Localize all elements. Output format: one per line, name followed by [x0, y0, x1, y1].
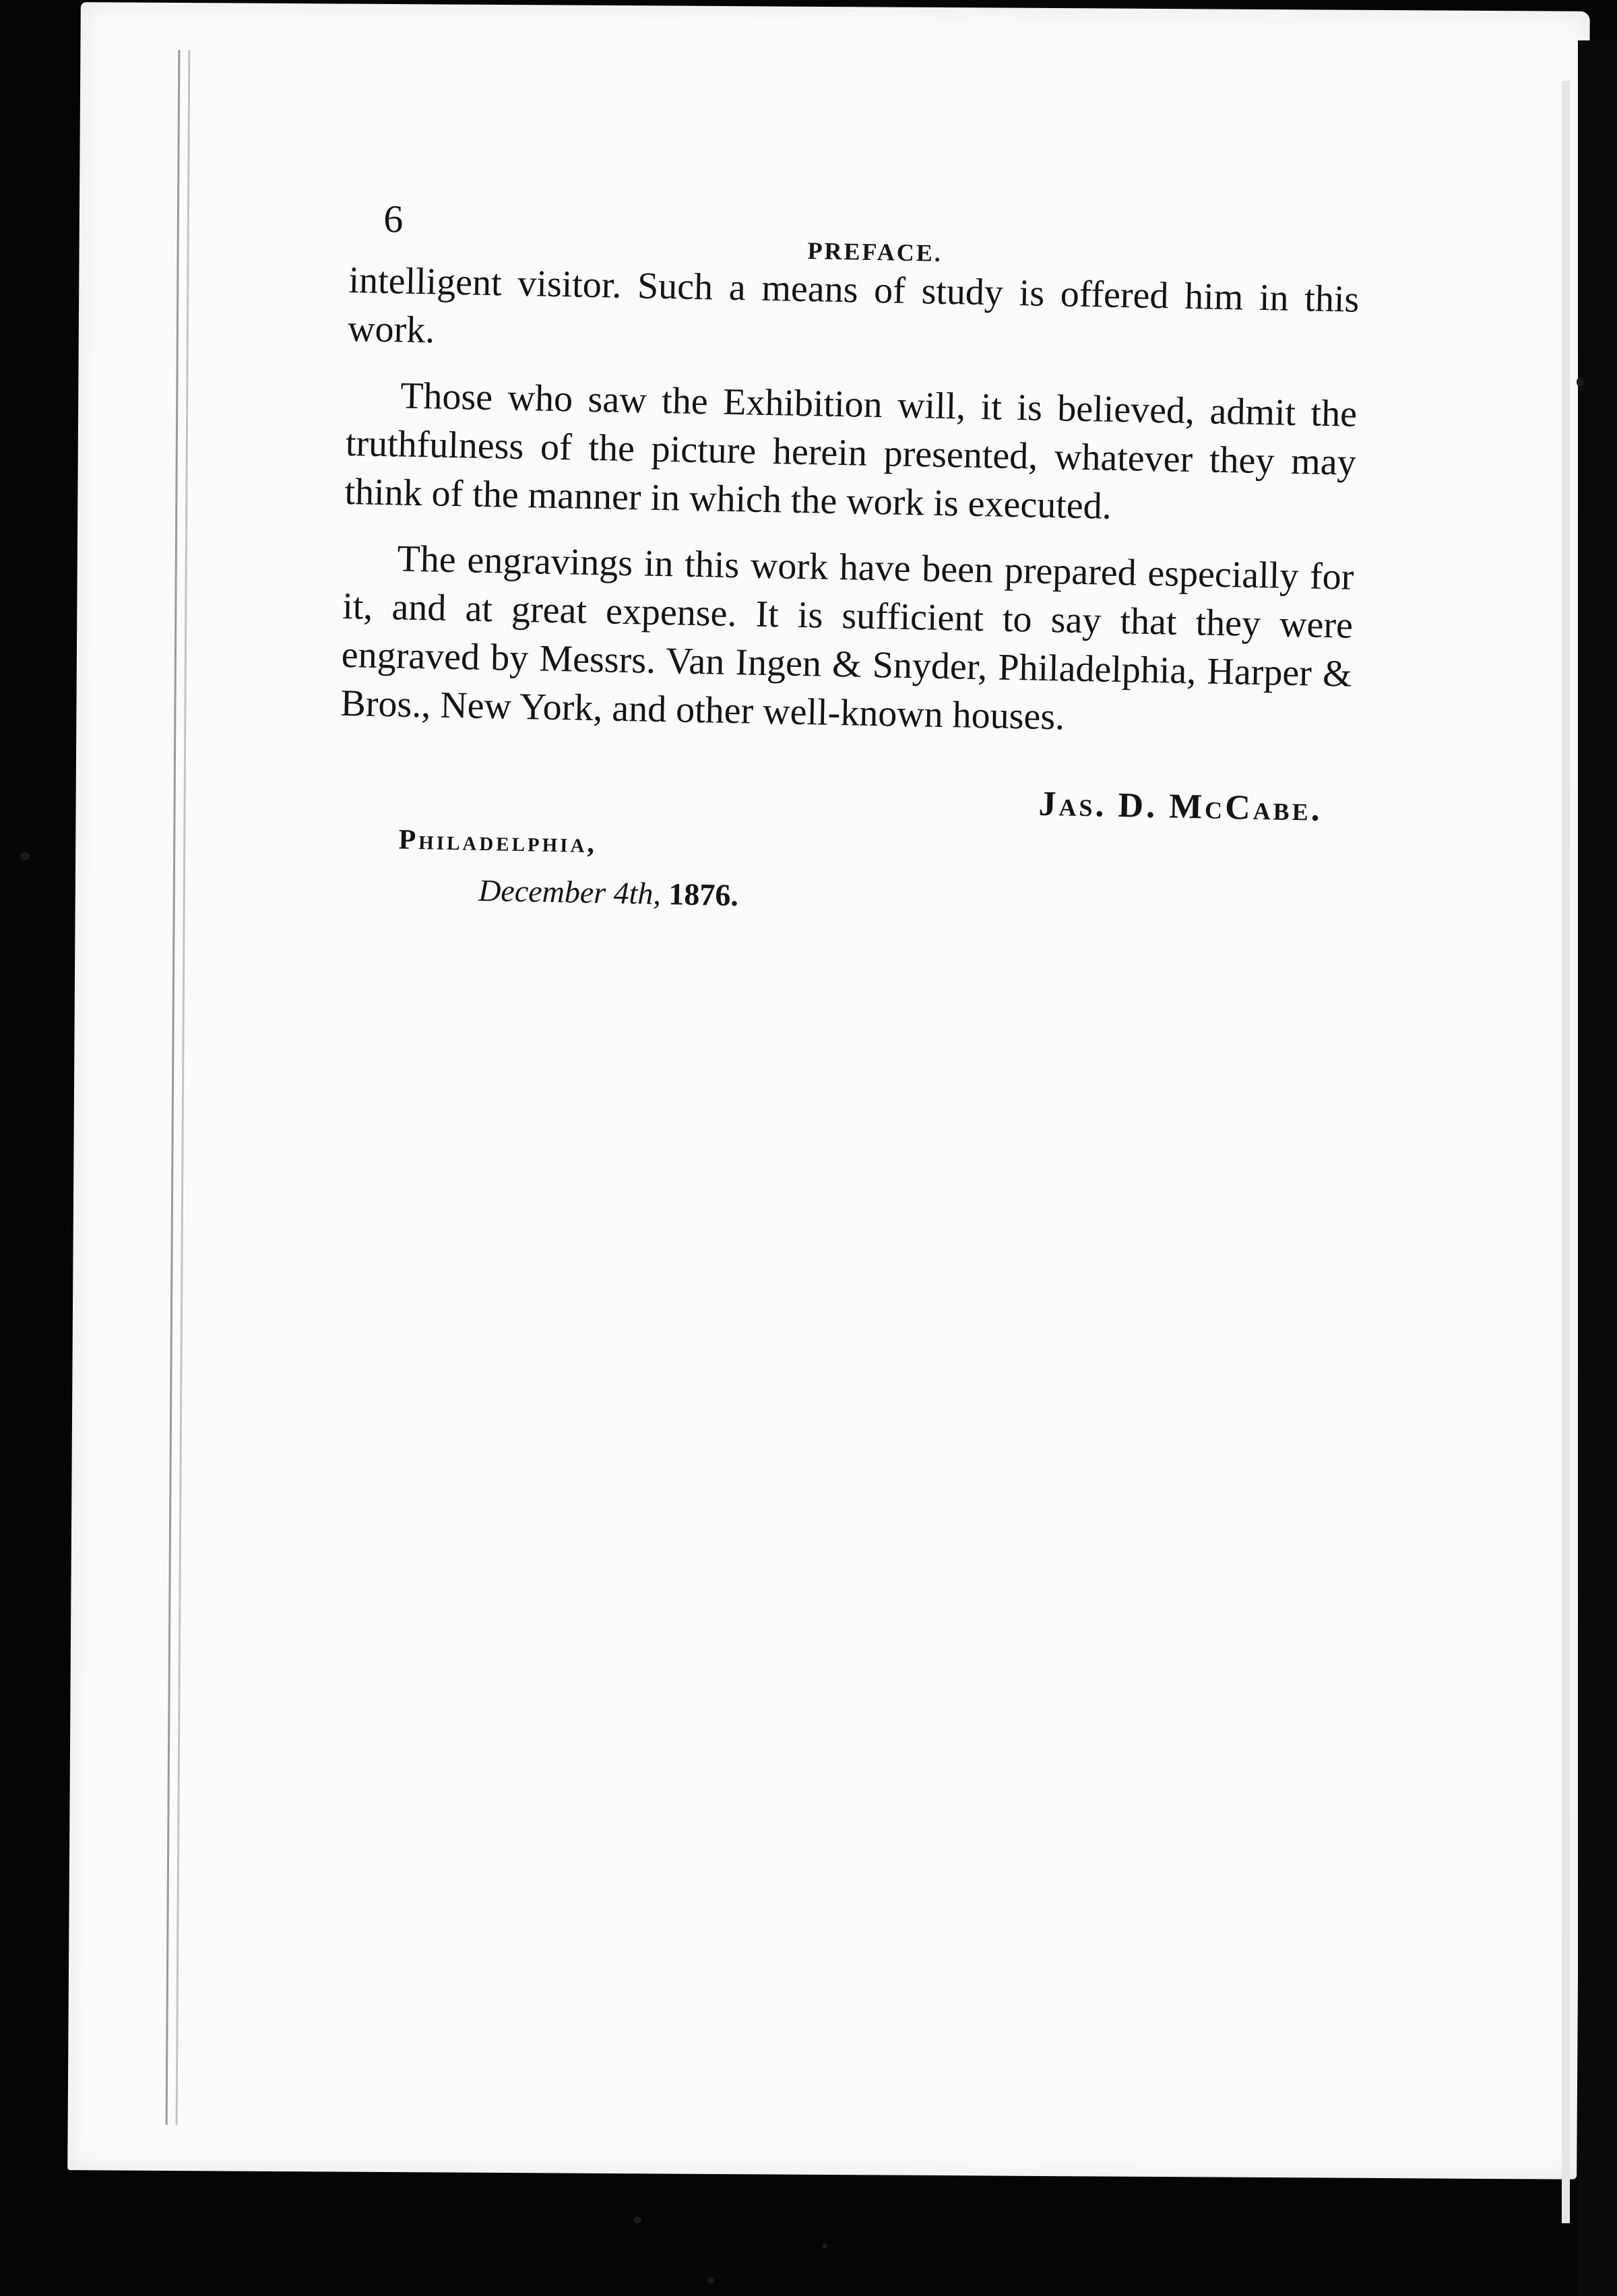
speck: [20, 852, 30, 860]
next-page-edge: [1562, 81, 1570, 2223]
book-spine-shadow: [1578, 40, 1617, 2296]
paragraph-continued: intelligent visitor. Such a means of study is offered him in this work.: [347, 259, 1360, 352]
signature-place: Philadelphia,: [398, 824, 598, 860]
speck: [707, 2277, 714, 2284]
speck: [633, 2217, 641, 2223]
page-content: [337, 195, 1361, 925]
signature-date-day: December 4th,: [478, 872, 662, 912]
paragraph-exhibition: Those who saw the Exhibition will, it is believed, admit the truthfulness of the picture herein presented, whatever they may think of the manner in which the work is executed.: [344, 375, 1358, 528]
page-number: 6: [383, 196, 404, 241]
paragraph-engravings: The engravings in this work have been prepared especially for it, and at great expense. It is sufficient to say that they were engraved by Messrs. Van Ingen & Snyder, Philadelphia, Harper & Bros., New York, and other well-known houses.: [340, 538, 1354, 738]
signature-date-year: 1876.: [668, 876, 739, 913]
speck: [1577, 377, 1583, 387]
speck: [822, 2243, 827, 2249]
author-signature: Jas. D. McCabe.: [1038, 784, 1323, 829]
running-head: PREFACE.: [807, 237, 943, 267]
